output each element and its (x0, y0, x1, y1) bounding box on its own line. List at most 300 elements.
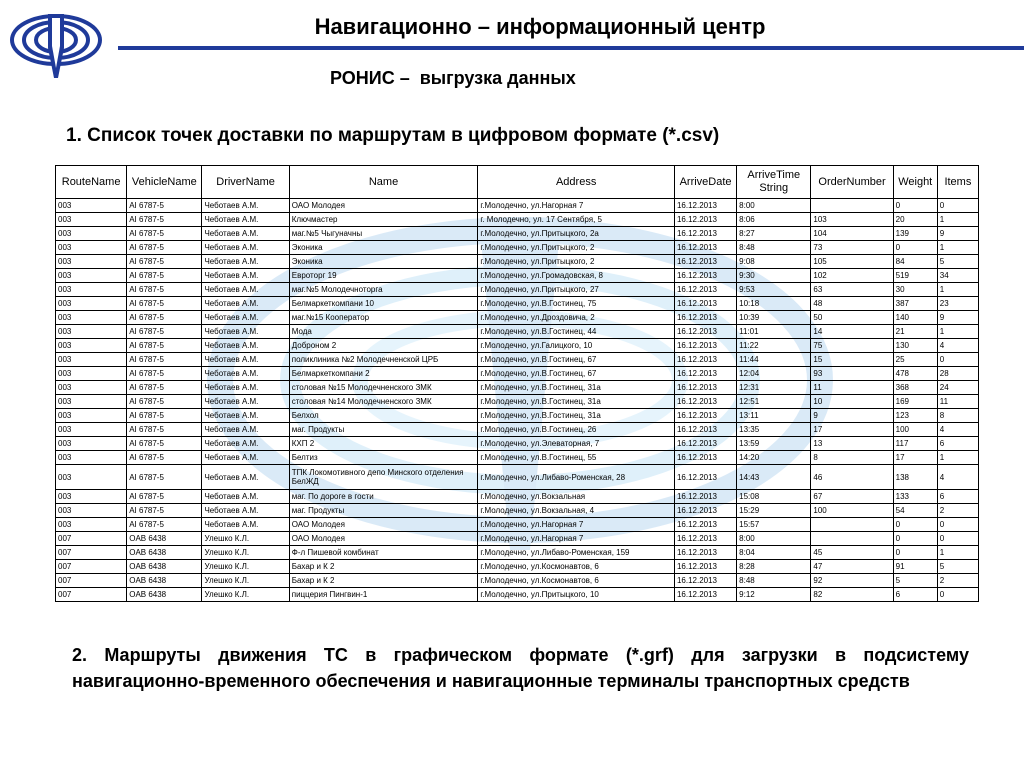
table-cell: 140 (893, 311, 937, 325)
table-cell: 6 (893, 588, 937, 602)
table-cell: ОАО Молодея (289, 199, 478, 213)
table-row (56, 353, 979, 367)
table-cell: 16.12.2013 (674, 409, 736, 423)
table-row (56, 532, 979, 546)
table-cell: AI 6787-5 (127, 227, 202, 241)
table-cell: 16.12.2013 (674, 367, 736, 381)
table-cell: маг.№15 Кооператор (289, 311, 478, 325)
table-cell: 16.12.2013 (674, 297, 736, 311)
table-cell: 17 (811, 423, 893, 437)
table-cell: 003 (56, 241, 127, 255)
table-cell: 16.12.2013 (674, 465, 736, 490)
table-cell: 0 (893, 532, 937, 546)
table-cell: AI 6787-5 (127, 269, 202, 283)
table-row (56, 560, 979, 574)
table-cell: Бахар и К 2 (289, 574, 478, 588)
table-cell: 5 (893, 574, 937, 588)
table-cell (811, 518, 893, 532)
table-cell: КХП 2 (289, 437, 478, 451)
table-cell: 16.12.2013 (674, 325, 736, 339)
table-header-row (56, 166, 979, 199)
table-cell: г.Молодечно, ул.В.Гостинец, 67 (478, 353, 675, 367)
table-cell: 50 (811, 311, 893, 325)
table-cell: 003 (56, 409, 127, 423)
table-cell: 47 (811, 560, 893, 574)
column-header: Weight (893, 166, 937, 199)
table-cell: 003 (56, 325, 127, 339)
table-cell: AI 6787-5 (127, 409, 202, 423)
table-row (56, 504, 979, 518)
delivery-points-table-container (55, 165, 979, 602)
table-cell: 003 (56, 353, 127, 367)
table-cell: Белмаркеткомпани 10 (289, 297, 478, 311)
table-cell: 1 (937, 213, 978, 227)
table-cell: 12:31 (737, 381, 811, 395)
table-cell: 16.12.2013 (674, 560, 736, 574)
table-cell: 11 (811, 381, 893, 395)
table-cell: 67 (811, 490, 893, 504)
table-cell: 16.12.2013 (674, 339, 736, 353)
table-cell: 11:44 (737, 353, 811, 367)
table-cell: 73 (811, 241, 893, 255)
table-cell: ОАО Молодея (289, 532, 478, 546)
table-cell: 007 (56, 560, 127, 574)
table-cell: AI 6787-5 (127, 437, 202, 451)
table-cell: ТПК Локомотивного депо Минского отделения БелЖД (289, 465, 478, 490)
table-cell: г.Молодечно, ул.В.Гостинец, 31а (478, 409, 675, 423)
table-cell: 0 (937, 199, 978, 213)
table-row (56, 574, 979, 588)
table-cell: Чеботаев А.М. (202, 297, 289, 311)
table-cell: 0 (937, 518, 978, 532)
table-cell: 63 (811, 283, 893, 297)
table-cell: AI 6787-5 (127, 241, 202, 255)
table-cell: 0 (937, 532, 978, 546)
table-cell: 92 (811, 574, 893, 588)
table-row (56, 311, 979, 325)
table-row (56, 546, 979, 560)
table-cell: 13:35 (737, 423, 811, 437)
table-cell: 48 (811, 297, 893, 311)
table-cell: Чеботаев А.М. (202, 504, 289, 518)
table-cell: 16.12.2013 (674, 381, 736, 395)
table-cell: AI 6787-5 (127, 504, 202, 518)
table-cell: 169 (893, 395, 937, 409)
table-row (56, 199, 979, 213)
table-cell: г.Молодечно, ул.Галицкого, 10 (478, 339, 675, 353)
table-cell: 9:08 (737, 255, 811, 269)
table-cell: Чеботаев А.М. (202, 490, 289, 504)
table-cell: Мода (289, 325, 478, 339)
table-cell: 9 (937, 227, 978, 241)
table-cell: AI 6787-5 (127, 381, 202, 395)
table-cell: 14:20 (737, 451, 811, 465)
table-row (56, 381, 979, 395)
table-cell: 103 (811, 213, 893, 227)
table-cell: 15:08 (737, 490, 811, 504)
table-cell: 8:27 (737, 227, 811, 241)
table-cell: 105 (811, 255, 893, 269)
table-cell: 4 (937, 423, 978, 437)
table-cell: 16.12.2013 (674, 227, 736, 241)
table-cell: 003 (56, 381, 127, 395)
table-cell: 15 (811, 353, 893, 367)
table-row (56, 588, 979, 602)
table-row (56, 490, 979, 504)
table-cell: 0 (893, 199, 937, 213)
table-cell: AI 6787-5 (127, 490, 202, 504)
table-cell: 10:39 (737, 311, 811, 325)
table-cell: г.Молодечно, ул.Нагорная 7 (478, 518, 675, 532)
table-cell: 14 (811, 325, 893, 339)
table-cell: 16.12.2013 (674, 311, 736, 325)
table-cell: AI 6787-5 (127, 353, 202, 367)
table-row (56, 367, 979, 381)
table-cell: 003 (56, 395, 127, 409)
table-cell: 12:51 (737, 395, 811, 409)
table-cell: 8:48 (737, 241, 811, 255)
table-cell: 16.12.2013 (674, 574, 736, 588)
table-row (56, 395, 979, 409)
table-cell: 8 (811, 451, 893, 465)
table-cell: ОАО Молодея (289, 518, 478, 532)
table-cell: г.Молодечно, ул.В.Гостинец, 75 (478, 297, 675, 311)
table-cell: г.Молодечно, ул.В.Гостинец, 31а (478, 381, 675, 395)
table-cell: OAB 6438 (127, 560, 202, 574)
table-cell: 117 (893, 437, 937, 451)
table-cell: 133 (893, 490, 937, 504)
table-cell: 003 (56, 213, 127, 227)
table-cell: 82 (811, 588, 893, 602)
table-cell: 003 (56, 269, 127, 283)
table-cell: 16.12.2013 (674, 213, 736, 227)
table-cell: г.Молодечно, ул.Притыцкого, 2а (478, 227, 675, 241)
table-cell: 46 (811, 465, 893, 490)
table-cell: 003 (56, 227, 127, 241)
table-cell: 20 (893, 213, 937, 227)
table-cell: 10:18 (737, 297, 811, 311)
table-cell: 13 (811, 437, 893, 451)
header-divider (118, 46, 1024, 50)
column-header: Name (289, 166, 478, 199)
table-cell: Доброном 2 (289, 339, 478, 353)
table-cell: Белмаркеткомпани 2 (289, 367, 478, 381)
table-cell: г.Молодечно, ул.Притыцкого, 27 (478, 283, 675, 297)
table-cell: 519 (893, 269, 937, 283)
table-row (56, 325, 979, 339)
table-cell: 25 (893, 353, 937, 367)
table-cell: 2 (937, 574, 978, 588)
table-cell: 138 (893, 465, 937, 490)
table-cell: 16.12.2013 (674, 269, 736, 283)
table-cell: столовая №15 Молодечненского ЗМК (289, 381, 478, 395)
table-cell: 16.12.2013 (674, 437, 736, 451)
table-cell: Улешко К.Л. (202, 560, 289, 574)
table-cell: г.Молодечно, ул.В.Гостинец, 26 (478, 423, 675, 437)
table-cell: AI 6787-5 (127, 367, 202, 381)
table-cell: 003 (56, 504, 127, 518)
table-cell: Чеботаев А.М. (202, 381, 289, 395)
table-cell: 003 (56, 437, 127, 451)
table-cell: 84 (893, 255, 937, 269)
table-row (56, 213, 979, 227)
page-title: Навигационно – информационный центр (314, 14, 766, 39)
table-cell: 139 (893, 227, 937, 241)
table-cell: маг.№5 Молодечноторга (289, 283, 478, 297)
table-cell: 15:57 (737, 518, 811, 532)
table-cell: AI 6787-5 (127, 395, 202, 409)
table-cell: 54 (893, 504, 937, 518)
table-cell: Бахар и К 2 (289, 560, 478, 574)
table-cell: 003 (56, 339, 127, 353)
table-cell: 17 (893, 451, 937, 465)
table-cell (811, 532, 893, 546)
table-cell: 16.12.2013 (674, 423, 736, 437)
table-cell: 15:29 (737, 504, 811, 518)
table-cell: Белтиз (289, 451, 478, 465)
table-cell: Чеботаев А.М. (202, 395, 289, 409)
table-cell: 93 (811, 367, 893, 381)
table-cell: 9:30 (737, 269, 811, 283)
table-cell: г. Молодечно, ул. 17 Сентября, 5 (478, 213, 675, 227)
table-cell (811, 199, 893, 213)
table-cell: 9:53 (737, 283, 811, 297)
table-cell: 75 (811, 339, 893, 353)
table-cell: AI 6787-5 (127, 325, 202, 339)
table-cell: 16.12.2013 (674, 283, 736, 297)
table-cell: г.Молодечно, ул.Вокзальная, 4 (478, 504, 675, 518)
table-cell: г.Молодечно, ул.Притыцкого, 2 (478, 255, 675, 269)
table-cell: 478 (893, 367, 937, 381)
table-cell: 387 (893, 297, 937, 311)
table-cell: 100 (811, 504, 893, 518)
column-header: OrderNumber (811, 166, 893, 199)
table-row (56, 423, 979, 437)
table-cell: 6 (937, 490, 978, 504)
table-cell: г.Молодечно, ул.Притыцкого, 2 (478, 241, 675, 255)
table-cell: 91 (893, 560, 937, 574)
table-cell: 1 (937, 546, 978, 560)
table-cell: Эконика (289, 255, 478, 269)
table-cell: г.Молодечно, ул.Притыцкого, 10 (478, 588, 675, 602)
table-cell: Чеботаев А.М. (202, 311, 289, 325)
table-cell: AI 6787-5 (127, 199, 202, 213)
table-cell: 5 (937, 560, 978, 574)
table-cell: г.Молодечно, ул.Космонавтов, 6 (478, 560, 675, 574)
table-cell: 0 (893, 241, 937, 255)
table-cell: 100 (893, 423, 937, 437)
table-row (56, 518, 979, 532)
table-cell: Чеботаев А.М. (202, 465, 289, 490)
table-cell: Чеботаев А.М. (202, 451, 289, 465)
table-cell: 8:06 (737, 213, 811, 227)
table-cell: 11 (937, 395, 978, 409)
table-row (56, 409, 979, 423)
table-cell: г.Молодечно, ул.В.Гостинец, 31а (478, 395, 675, 409)
table-cell: 003 (56, 518, 127, 532)
table-cell: маг. Продукты (289, 423, 478, 437)
table-cell: 003 (56, 451, 127, 465)
table-cell: Чеботаев А.М. (202, 213, 289, 227)
table-cell: 007 (56, 588, 127, 602)
column-header: ArriveDate (674, 166, 736, 199)
table-cell: AI 6787-5 (127, 297, 202, 311)
table-cell: AI 6787-5 (127, 255, 202, 269)
table-cell: Улешко К.Л. (202, 546, 289, 560)
table-cell: пиццерия Пингвин-1 (289, 588, 478, 602)
table-cell: AI 6787-5 (127, 465, 202, 490)
table-cell: 007 (56, 574, 127, 588)
table-cell: 16.12.2013 (674, 546, 736, 560)
table-cell: 16.12.2013 (674, 353, 736, 367)
table-row (56, 451, 979, 465)
table-cell: 003 (56, 297, 127, 311)
table-cell: 0 (893, 546, 937, 560)
table-cell: 16.12.2013 (674, 199, 736, 213)
table-cell: 30 (893, 283, 937, 297)
table-cell: Чеботаев А.М. (202, 409, 289, 423)
table-cell: Чеботаев А.М. (202, 283, 289, 297)
column-header: VehicleName (127, 166, 202, 199)
table-cell: 8:28 (737, 560, 811, 574)
table-cell: Чеботаев А.М. (202, 437, 289, 451)
column-header: RouteName (56, 166, 127, 199)
table-cell: AI 6787-5 (127, 339, 202, 353)
table-cell: 003 (56, 465, 127, 490)
table-cell: AI 6787-5 (127, 213, 202, 227)
table-row (56, 339, 979, 353)
table-cell: 8:04 (737, 546, 811, 560)
table-cell: 11:22 (737, 339, 811, 353)
table-cell: Чеботаев А.М. (202, 255, 289, 269)
table-cell: 13:59 (737, 437, 811, 451)
table-cell: г.Молодечно, ул.Вокзальная (478, 490, 675, 504)
table-cell: 16.12.2013 (674, 588, 736, 602)
ronis-logo (8, 8, 104, 80)
table-cell: 21 (893, 325, 937, 339)
table-cell: г.Молодечно, ул.Либаво-Роменская, 159 (478, 546, 675, 560)
table-cell: OAB 6438 (127, 574, 202, 588)
table-row (56, 227, 979, 241)
table-cell: 2 (937, 504, 978, 518)
table-cell: 003 (56, 255, 127, 269)
table-cell: 0 (937, 353, 978, 367)
table-row (56, 283, 979, 297)
table-cell: Чеботаев А.М. (202, 518, 289, 532)
table-cell: AI 6787-5 (127, 518, 202, 532)
table-cell: 16.12.2013 (674, 532, 736, 546)
column-header: Address (478, 166, 675, 199)
table-row (56, 465, 979, 490)
table-cell: Чеботаев А.М. (202, 423, 289, 437)
table-cell: 003 (56, 423, 127, 437)
table-cell: Белхол (289, 409, 478, 423)
table-cell: 10 (811, 395, 893, 409)
table-row (56, 255, 979, 269)
table-cell: 16.12.2013 (674, 518, 736, 532)
table-cell: 1 (937, 451, 978, 465)
section-1-heading: 1. Список точек доставки по маршрутам в цифровом формате (*.csv) (66, 125, 720, 146)
table-cell: 16.12.2013 (674, 255, 736, 269)
table-cell: г.Молодечно, ул.Нагорная 7 (478, 532, 675, 546)
table-cell: 16.12.2013 (674, 241, 736, 255)
table-cell: 003 (56, 199, 127, 213)
table-cell: 123 (893, 409, 937, 423)
table-cell: 0 (937, 588, 978, 602)
table-cell: Чеботаев А.М. (202, 227, 289, 241)
table-cell: OAB 6438 (127, 546, 202, 560)
table-cell: 28 (937, 367, 978, 381)
table-cell: маг.№5 Чыгуначны (289, 227, 478, 241)
table-cell: Улешко К.Л. (202, 588, 289, 602)
table-cell: 4 (937, 465, 978, 490)
table-cell: 34 (937, 269, 978, 283)
table-cell: 8 (937, 409, 978, 423)
table-cell: маг. По дороге в гости (289, 490, 478, 504)
table-cell: Улешко К.Л. (202, 532, 289, 546)
table-cell: Чеботаев А.М. (202, 241, 289, 255)
section-2-text: 2. Маршруты движения ТС в графическом формате (*.grf) для загрузки в подсистему навигационно-временного обеспечения и навигационные терминалы транспортных средств (72, 645, 969, 691)
table-cell: 104 (811, 227, 893, 241)
table-cell: столовая №14 Молодечненского ЗМК (289, 395, 478, 409)
column-header: Items (937, 166, 978, 199)
table-cell: 13:11 (737, 409, 811, 423)
table-cell: 102 (811, 269, 893, 283)
table-cell: Евроторг 19 (289, 269, 478, 283)
table-cell: 11:01 (737, 325, 811, 339)
table-cell: 0 (893, 518, 937, 532)
table-cell: Чеботаев А.М. (202, 199, 289, 213)
table-cell: AI 6787-5 (127, 423, 202, 437)
table-cell: Чеботаев А.М. (202, 269, 289, 283)
table-cell: 16.12.2013 (674, 395, 736, 409)
table-cell: OAB 6438 (127, 588, 202, 602)
table-cell: OAB 6438 (127, 532, 202, 546)
table-cell: г.Молодечно, ул.Нагорная 7 (478, 199, 675, 213)
column-header: DriverName (202, 166, 289, 199)
page-subtitle: РОНИС – выгрузка данных (330, 68, 576, 88)
table-cell: 1 (937, 283, 978, 297)
table-cell: г.Молодечно, ул.В.Гостинец, 55 (478, 451, 675, 465)
table-cell: AI 6787-5 (127, 451, 202, 465)
table-cell: 368 (893, 381, 937, 395)
table-cell: 1 (937, 241, 978, 255)
table-cell: 003 (56, 311, 127, 325)
table-cell: 9:12 (737, 588, 811, 602)
table-row (56, 241, 979, 255)
table-cell: 9 (811, 409, 893, 423)
table-cell: 4 (937, 339, 978, 353)
table-cell: Чеботаев А.М. (202, 353, 289, 367)
table-cell: Ключмастер (289, 213, 478, 227)
table-cell: 8:00 (737, 532, 811, 546)
table-cell: 1 (937, 325, 978, 339)
table-cell: 003 (56, 283, 127, 297)
table-cell: маг. Продукты (289, 504, 478, 518)
table-cell: Чеботаев А.М. (202, 339, 289, 353)
table-cell: Эконика (289, 241, 478, 255)
table-cell: 5 (937, 255, 978, 269)
table-cell: AI 6787-5 (127, 311, 202, 325)
table-cell: Ф-л Пишевой комбинат (289, 546, 478, 560)
table-cell: 8:00 (737, 199, 811, 213)
table-cell: г.Молодечно, ул.В.Гостинец, 44 (478, 325, 675, 339)
table-cell: г.Молодечно, ул.Либаво-Роменская, 28 (478, 465, 675, 490)
table-cell: поликлиника №2 Молодечненской ЦРБ (289, 353, 478, 367)
table-cell: 12:04 (737, 367, 811, 381)
table-cell: 16.12.2013 (674, 451, 736, 465)
table-row (56, 297, 979, 311)
